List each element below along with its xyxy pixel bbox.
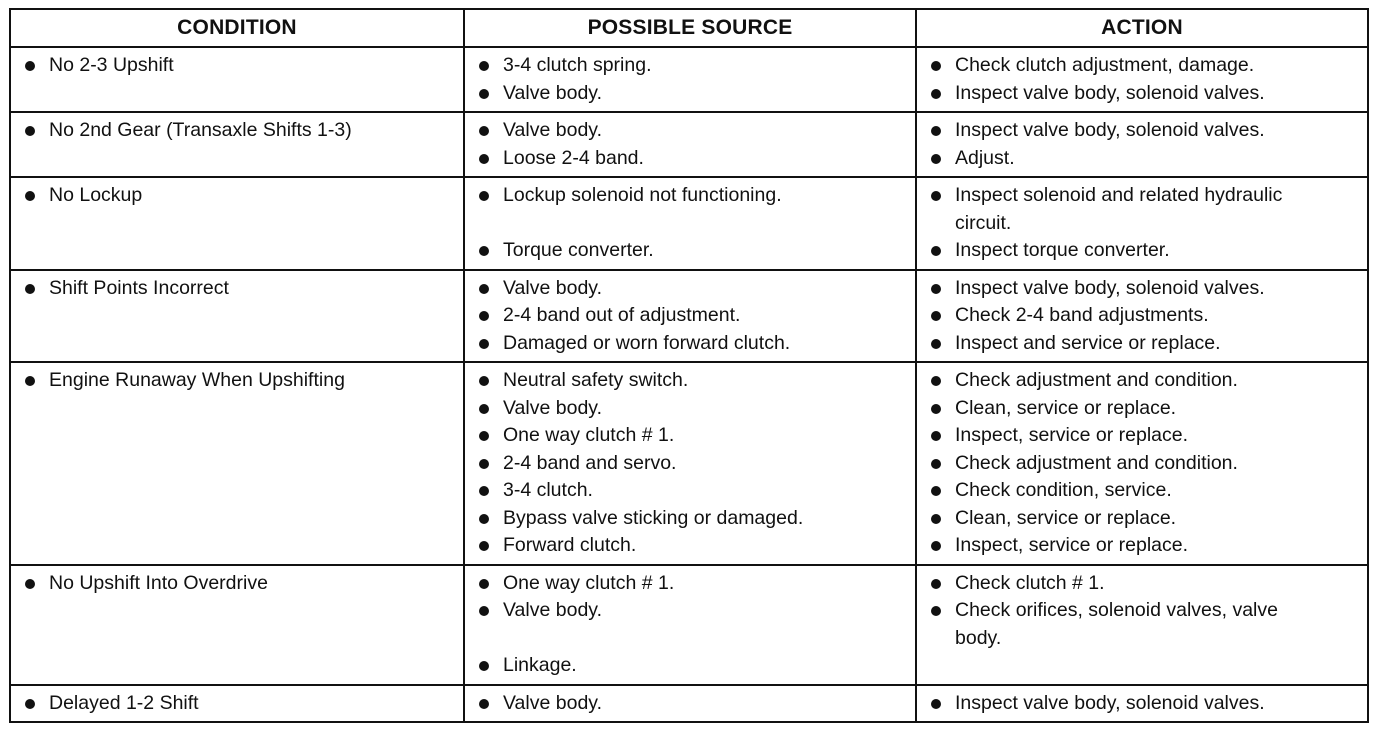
- list-item: Inspect, service or replace.: [929, 422, 1367, 450]
- table-row: [10, 270, 1368, 363]
- bullet-icon: [25, 126, 35, 136]
- diagnosis-table: [9, 8, 1369, 723]
- source-cell: [464, 565, 916, 685]
- source-cell: [464, 362, 916, 565]
- list-item: Adjust.: [929, 145, 1367, 173]
- list-item: Check 2-4 band adjustments.: [929, 302, 1367, 330]
- list-item: Delayed 1-2 Shift: [23, 690, 463, 718]
- bullet-icon: [479, 459, 489, 469]
- bullet-icon: [931, 514, 941, 524]
- action-cell: [916, 565, 1368, 685]
- bullet-icon: [931, 431, 941, 441]
- bullet-icon: [931, 699, 941, 709]
- list-item: Valve body.: [477, 117, 915, 145]
- table-row: [10, 565, 1368, 685]
- bullet-icon: [479, 606, 489, 616]
- list-item: 2-4 band and servo.: [477, 450, 915, 478]
- bullet-icon: [479, 89, 489, 99]
- list-item: Engine Runaway When Upshifting: [23, 367, 463, 395]
- list-item: Neutral safety switch.: [477, 367, 915, 395]
- table-row: [10, 362, 1368, 565]
- condition-cell: [10, 47, 464, 112]
- header-possible-source: POSSIBLE SOURCE: [464, 9, 916, 47]
- bullet-icon: [25, 191, 35, 201]
- list-item: Loose 2-4 band.: [477, 145, 915, 173]
- bullet-icon: [931, 154, 941, 164]
- list-item: Check clutch adjustment, damage.: [929, 52, 1367, 80]
- bullet-icon: [479, 191, 489, 201]
- list-item: Valve body.: [477, 80, 915, 108]
- bullet-icon: [479, 404, 489, 414]
- list-item: Clean, service or replace.: [929, 395, 1367, 423]
- list-item: Valve body.: [477, 395, 915, 423]
- bullet-icon: [479, 699, 489, 709]
- bullet-icon: [479, 486, 489, 496]
- bullet-icon: [931, 284, 941, 294]
- bullet-icon: [931, 459, 941, 469]
- bullet-icon: [479, 514, 489, 524]
- source-cell: [464, 685, 916, 723]
- bullet-icon: [25, 579, 35, 589]
- list-item: 3-4 clutch.: [477, 477, 915, 505]
- condition-cell: [10, 112, 464, 177]
- bullet-icon: [479, 431, 489, 441]
- list-item: Inspect valve body, solenoid valves.: [929, 80, 1367, 108]
- table-row: [10, 47, 1368, 112]
- list-item: Check condition, service.: [929, 477, 1367, 505]
- header-condition: CONDITION: [10, 9, 464, 47]
- bullet-icon: [479, 126, 489, 136]
- action-cell: [916, 112, 1368, 177]
- bullet-icon: [479, 579, 489, 589]
- bullet-icon: [931, 61, 941, 71]
- list-item: Damaged or worn forward clutch.: [477, 330, 915, 358]
- action-cell: [916, 685, 1368, 723]
- list-item: Check adjustment and condition.: [929, 367, 1367, 395]
- bullet-icon: [25, 376, 35, 386]
- list-item: Inspect, service or replace.: [929, 532, 1367, 560]
- bullet-icon: [931, 579, 941, 589]
- bullet-icon: [479, 284, 489, 294]
- list-item: No Upshift Into Overdrive: [23, 570, 463, 598]
- list-item: Check adjustment and condition.: [929, 450, 1367, 478]
- condition-cell: [10, 362, 464, 565]
- list-item: Torque converter.: [477, 237, 915, 265]
- bullet-icon: [479, 311, 489, 321]
- bullet-icon: [479, 339, 489, 349]
- table-row: [10, 112, 1368, 177]
- list-item: 2-4 band out of adjustment.: [477, 302, 915, 330]
- list-item: One way clutch # 1.: [477, 422, 915, 450]
- header-row: [10, 9, 1368, 47]
- bullet-icon: [479, 154, 489, 164]
- table-row: [10, 177, 1368, 270]
- header-action: ACTION: [916, 9, 1368, 47]
- list-item: Shift Points Incorrect: [23, 275, 463, 303]
- bullet-icon: [931, 126, 941, 136]
- action-cell: [916, 270, 1368, 363]
- bullet-icon: [25, 61, 35, 71]
- list-item: Lockup solenoid not functioning.: [477, 182, 915, 237]
- list-item: No Lockup: [23, 182, 463, 210]
- bullet-icon: [931, 376, 941, 386]
- list-item: Inspect solenoid and related hydraulic circuit.: [929, 182, 1325, 237]
- list-item: Inspect and service or replace.: [929, 330, 1367, 358]
- condition-cell: [10, 270, 464, 363]
- condition-cell: [10, 565, 464, 685]
- action-cell: [916, 362, 1368, 565]
- list-item: Inspect valve body, solenoid valves.: [929, 690, 1367, 718]
- bullet-icon: [931, 89, 941, 99]
- bullet-icon: [931, 404, 941, 414]
- action-cell: [916, 177, 1368, 270]
- list-item: No 2nd Gear (Transaxle Shifts 1-3): [23, 117, 463, 145]
- condition-cell: [10, 685, 464, 723]
- source-cell: [464, 47, 916, 112]
- bullet-icon: [931, 339, 941, 349]
- table-row: [10, 685, 1368, 723]
- bullet-icon: [25, 284, 35, 294]
- list-item: Clean, service or replace.: [929, 505, 1367, 533]
- list-item: Inspect valve body, solenoid valves.: [929, 275, 1367, 303]
- bullet-icon: [931, 541, 941, 551]
- list-item: Valve body.: [477, 275, 915, 303]
- list-item: Check clutch # 1.: [929, 570, 1367, 598]
- list-item: Valve body.: [477, 690, 915, 718]
- source-cell: [464, 112, 916, 177]
- list-item: 3-4 clutch spring.: [477, 52, 915, 80]
- list-item: Bypass valve sticking or damaged.: [477, 505, 915, 533]
- list-item: Inspect valve body, solenoid valves.: [929, 117, 1367, 145]
- bullet-icon: [479, 541, 489, 551]
- list-item: Check orifices, solenoid valves, valve body.: [929, 597, 1325, 652]
- bullet-icon: [931, 246, 941, 256]
- action-cell: [916, 47, 1368, 112]
- bullet-icon: [479, 376, 489, 386]
- bullet-icon: [931, 486, 941, 496]
- bullet-icon: [479, 61, 489, 71]
- condition-cell: [10, 177, 464, 270]
- bullet-icon: [931, 606, 941, 616]
- source-cell: [464, 270, 916, 363]
- bullet-icon: [25, 699, 35, 709]
- list-item: Valve body.: [477, 597, 915, 652]
- bullet-icon: [931, 311, 941, 321]
- bullet-icon: [479, 246, 489, 256]
- list-item: One way clutch # 1.: [477, 570, 915, 598]
- list-item: No 2-3 Upshift: [23, 52, 463, 80]
- list-item: Forward clutch.: [477, 532, 915, 560]
- bullet-icon: [479, 661, 489, 671]
- source-cell: [464, 177, 916, 270]
- list-item: Linkage.: [477, 652, 915, 680]
- list-item: Inspect torque converter.: [929, 237, 1367, 265]
- bullet-icon: [931, 191, 941, 201]
